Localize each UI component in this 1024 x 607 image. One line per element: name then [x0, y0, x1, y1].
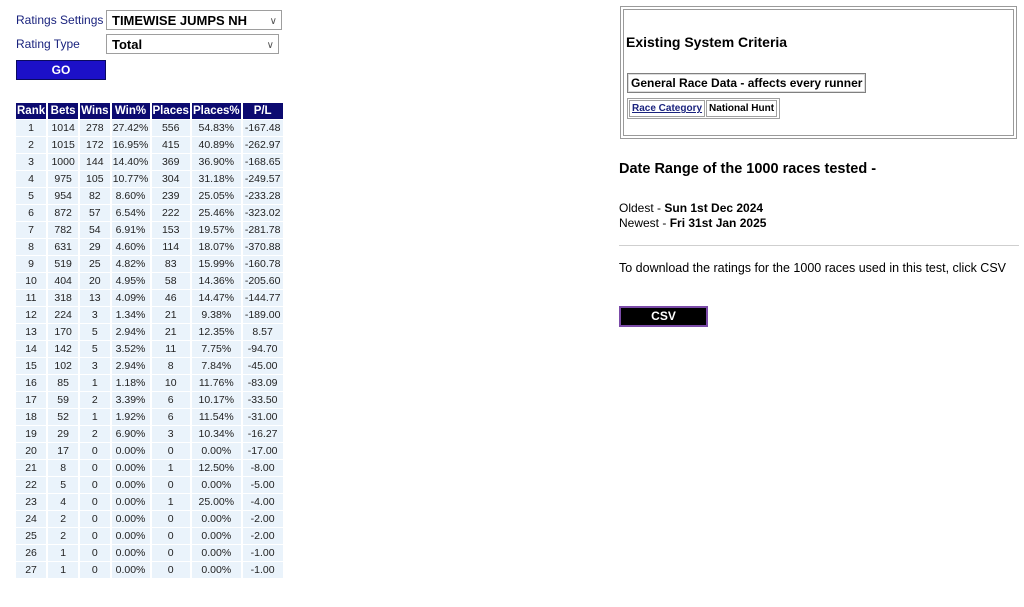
cell-wins: 54 [80, 222, 109, 238]
cell-places-pct: 9.38% [192, 307, 241, 323]
cell-rank: 21 [16, 460, 46, 476]
table-row [16, 188, 283, 204]
cell-bets: 4 [48, 494, 78, 510]
table-row [16, 239, 283, 255]
cell-bets: 52 [48, 409, 78, 425]
cell-bets: 631 [48, 239, 78, 255]
cell-rank: 11 [16, 290, 46, 306]
cell-places: 369 [152, 154, 190, 170]
cell-places: 0 [152, 443, 190, 459]
cell-rank: 15 [16, 358, 46, 374]
cell-places: 153 [152, 222, 190, 238]
cell-wins: 278 [80, 120, 109, 136]
cell-places-pct: 14.47% [192, 290, 241, 306]
cell-places-pct: 0.00% [192, 443, 241, 459]
cell-places: 3 [152, 426, 190, 442]
oldest-line [619, 201, 766, 216]
cell-bets: 85 [48, 375, 78, 391]
newest-line [619, 216, 766, 231]
cell-bets: 2 [48, 528, 78, 544]
cell-wins: 25 [80, 256, 109, 272]
race-category-link[interactable]: Race Category [629, 100, 705, 117]
cell-bets: 142 [48, 341, 78, 357]
download-instructions: To download the ratings for the 1000 races used in this test, click CSV [619, 261, 1007, 275]
cell-places: 114 [152, 239, 190, 255]
cell-win-pct: 14.40% [112, 156, 149, 168]
table-row [16, 409, 283, 425]
cell-places-pct: 31.18% [192, 171, 241, 187]
cell-bets: 1 [48, 545, 78, 561]
cell-wins: 0 [80, 528, 109, 544]
cell-places: 21 [152, 324, 190, 340]
table-row [16, 460, 283, 476]
cell-wins: 0 [80, 443, 109, 459]
cell-rank: 17 [16, 392, 46, 408]
cell-wins: 1 [80, 375, 109, 391]
rating-type-select[interactable] [106, 34, 279, 54]
cell-rank: 5 [16, 188, 46, 204]
cell-places-pct: 12.35% [192, 324, 241, 340]
cell-bets: 519 [48, 256, 78, 272]
ratings-settings-value: TIMEWISE JUMPS NH [112, 13, 248, 28]
cell-bets: 59 [48, 392, 78, 408]
cell-places-pct: 14.36% [192, 273, 241, 289]
cell-wins: 144 [80, 154, 109, 170]
cell-rank: 8 [16, 239, 46, 255]
race-category-value: National Hunt [706, 100, 777, 117]
date-range-lines [619, 201, 766, 231]
header-profit-loss: P/L [243, 103, 283, 119]
cell-bets: 8 [48, 460, 78, 476]
cell-places-pct: 7.75% [192, 341, 241, 357]
cell-profit-loss: -1.00 [243, 545, 283, 561]
cell-profit-loss: -205.60 [243, 273, 283, 289]
cell-profit-loss: -16.27 [243, 426, 283, 442]
cell-places-pct: 54.83% [192, 120, 241, 136]
cell-places-pct: 15.99% [192, 256, 241, 272]
cell-rank: 26 [16, 545, 46, 561]
cell-rank: 9 [16, 256, 46, 272]
header-places: Places [152, 105, 189, 117]
cell-profit-loss: -33.50 [243, 392, 283, 408]
cell-places-pct: 18.07% [192, 239, 241, 255]
results-body [16, 120, 283, 578]
chevron-down-icon: ∨ [266, 40, 274, 51]
cell-wins: 0 [80, 477, 109, 493]
cell-places-pct: 12.50% [192, 460, 241, 476]
cell-profit-loss: -160.78 [243, 256, 283, 272]
cell-bets: 954 [48, 188, 78, 204]
cell-bets: 170 [48, 324, 78, 340]
cell-win-pct: 0.00% [112, 562, 150, 578]
cell-rank: 22 [16, 477, 46, 493]
table-row [16, 494, 283, 510]
cell-rank: 19 [16, 426, 46, 442]
cell-win-pct: 3.39% [112, 392, 150, 408]
cell-profit-loss: -370.88 [243, 239, 283, 255]
cell-places: 0 [152, 545, 190, 561]
cell-places: 58 [152, 273, 190, 289]
cell-win-pct: 2.94% [112, 358, 150, 374]
cell-profit-loss: -233.28 [243, 188, 283, 204]
cell-wins: 2 [80, 392, 109, 408]
cell-win-pct: 4.82% [112, 256, 150, 272]
table-row [16, 222, 283, 238]
cell-wins: 13 [80, 290, 109, 306]
cell-wins: 1 [80, 409, 109, 425]
cell-rank: 1 [16, 120, 46, 136]
table-row [16, 154, 283, 170]
cell-win-pct: 0.00% [112, 443, 150, 459]
cell-places: 8 [152, 358, 190, 374]
cell-wins: 2 [80, 426, 109, 442]
cell-wins: 5 [80, 341, 109, 357]
cell-wins: 0 [80, 460, 109, 476]
table-row [16, 426, 283, 442]
cell-profit-loss: -189.00 [243, 307, 283, 323]
general-race-data-label: General Race Data - affects every runner [627, 73, 866, 93]
cell-win-pct: 3.52% [112, 341, 150, 357]
cell-profit-loss: -1.00 [243, 562, 283, 578]
cell-places: 0 [152, 562, 190, 578]
cell-profit-loss: -144.77 [243, 290, 283, 306]
table-row [16, 205, 283, 221]
table-row [16, 171, 283, 187]
cell-wins: 105 [80, 171, 109, 187]
cell-places-pct: 19.57% [192, 222, 241, 238]
table-row [16, 273, 283, 289]
cell-rank: 16 [16, 375, 46, 391]
results-header-row [16, 103, 283, 119]
cell-profit-loss: -45.00 [243, 358, 283, 374]
cell-win-pct: 27.42% [112, 122, 149, 134]
csv-download-button[interactable]: CSV [619, 306, 708, 327]
cell-places-pct: 40.89% [192, 137, 241, 153]
header-win-pct: Win% [112, 103, 150, 119]
cell-places: 222 [152, 205, 190, 221]
cell-wins: 0 [80, 562, 109, 578]
cell-places-pct: 0.00% [192, 528, 241, 544]
cell-bets: 782 [48, 222, 78, 238]
cell-profit-loss: -2.00 [243, 528, 283, 544]
cell-win-pct: 2.94% [112, 324, 150, 340]
rating-type-value: Total [112, 37, 143, 52]
table-row [16, 511, 283, 527]
table-row [16, 307, 283, 323]
cell-wins: 3 [80, 358, 109, 374]
cell-profit-loss: -8.00 [243, 460, 283, 476]
cell-places: 304 [152, 171, 190, 187]
cell-wins: 0 [80, 494, 109, 510]
cell-win-pct: 6.90% [112, 426, 150, 442]
cell-wins: 3 [80, 307, 109, 323]
cell-bets: 102 [48, 358, 78, 374]
cell-profit-loss: -249.57 [243, 171, 283, 187]
ratings-settings-select[interactable] [106, 10, 282, 30]
table-row [16, 443, 283, 459]
table-row [16, 545, 283, 561]
cell-places: 239 [152, 188, 190, 204]
cell-profit-loss: 8.57 [243, 324, 283, 340]
cell-places-pct: 25.05% [192, 188, 241, 204]
rating-type-row [16, 33, 286, 55]
cell-win-pct: 8.60% [112, 188, 150, 204]
table-row [16, 341, 283, 357]
cell-profit-loss: -4.00 [243, 494, 283, 510]
header-places-pct: Places% [192, 105, 240, 117]
cell-profit-loss: -83.09 [243, 375, 283, 391]
cell-places-pct: 25.46% [192, 205, 241, 221]
table-row [16, 528, 283, 544]
cell-rank: 12 [16, 307, 46, 323]
cell-bets: 5 [48, 477, 78, 493]
header-rank: Rank [17, 105, 46, 117]
cell-rank: 20 [16, 443, 46, 459]
header-bets: Bets [48, 103, 78, 119]
cell-win-pct: 1.92% [112, 409, 150, 425]
cell-places-pct: 36.90% [192, 154, 241, 170]
table-row [16, 137, 283, 153]
cell-bets: 1 [48, 562, 78, 578]
table-row [16, 477, 283, 493]
cell-wins: 29 [80, 239, 109, 255]
cell-profit-loss: -262.97 [243, 137, 283, 153]
cell-rank: 24 [16, 511, 46, 527]
cell-places-pct: 0.00% [192, 477, 241, 493]
cell-places-pct: 0.00% [192, 545, 241, 561]
cell-rank: 13 [16, 324, 46, 340]
cell-rank: 18 [16, 409, 46, 425]
results-table [14, 102, 285, 579]
cell-bets: 404 [48, 273, 78, 289]
cell-bets: 872 [48, 205, 78, 221]
cell-wins: 57 [80, 205, 109, 221]
cell-places: 1 [152, 460, 190, 476]
cell-profit-loss: -323.02 [243, 205, 283, 221]
cell-profit-loss: -2.00 [243, 511, 283, 527]
table-row [16, 562, 283, 578]
cell-rank: 10 [16, 273, 46, 289]
table-row [16, 120, 283, 136]
newest-label: Newest - [619, 216, 670, 230]
cell-places-pct: 11.76% [192, 375, 241, 391]
cell-places-pct: 10.17% [192, 392, 241, 408]
cell-bets: 1000 [48, 154, 78, 170]
cell-rank: 6 [16, 205, 46, 221]
criteria-inner [623, 9, 1014, 136]
cell-win-pct: 0.00% [112, 528, 150, 544]
cell-wins: 82 [80, 188, 109, 204]
table-row [16, 358, 283, 374]
cell-wins: 172 [80, 137, 109, 153]
cell-bets: 318 [48, 290, 78, 306]
cell-win-pct: 0.00% [112, 460, 150, 476]
cell-profit-loss: -5.00 [243, 477, 283, 493]
cell-rank: 2 [16, 137, 46, 153]
cell-places: 1 [152, 494, 190, 510]
cell-win-pct: 1.18% [112, 375, 150, 391]
cell-win-pct: 1.34% [112, 307, 150, 323]
cell-bets: 975 [48, 171, 78, 187]
newest-date: Fri 31st Jan 2025 [669, 216, 767, 230]
rating-type-label: Rating Type [16, 37, 80, 51]
ratings-settings-label: Ratings Settings [16, 13, 104, 27]
cell-profit-loss: -168.65 [243, 154, 283, 170]
cell-places: 556 [152, 120, 190, 136]
cell-win-pct: 16.95% [112, 139, 149, 151]
cell-win-pct: 6.91% [112, 222, 150, 238]
cell-win-pct: 4.09% [112, 290, 150, 306]
cell-places: 21 [152, 307, 190, 323]
cell-win-pct: 4.60% [112, 239, 150, 255]
cell-bets: 1015 [48, 137, 78, 153]
cell-rank: 7 [16, 222, 46, 238]
cell-places-pct: 0.00% [192, 562, 241, 578]
cell-places: 6 [152, 392, 190, 408]
criteria-title: Existing System Criteria [626, 34, 788, 50]
cell-places-pct: 11.54% [192, 409, 241, 425]
header-wins: Wins [81, 105, 109, 117]
cell-wins: 0 [80, 511, 109, 527]
date-range-heading: Date Range of the 1000 races tested - [619, 161, 877, 177]
cell-rank: 14 [16, 341, 46, 357]
criteria-box [620, 6, 1017, 139]
cell-rank: 4 [16, 171, 46, 187]
cell-win-pct: 0.00% [112, 477, 150, 493]
cell-profit-loss: -94.70 [243, 341, 283, 357]
cell-rank: 25 [16, 528, 46, 544]
cell-places: 0 [152, 477, 190, 493]
cell-bets: 2 [48, 511, 78, 527]
settings-panel [16, 9, 286, 579]
cell-win-pct: 6.54% [112, 205, 150, 221]
cell-places: 10 [152, 375, 190, 391]
cell-profit-loss: -17.00 [243, 443, 283, 459]
cell-places-pct: 10.34% [192, 426, 241, 442]
cell-profit-loss: -167.48 [243, 120, 283, 136]
table-row [16, 324, 283, 340]
race-category-row [627, 98, 780, 119]
cell-places-pct: 7.84% [192, 358, 241, 374]
cell-rank: 23 [16, 494, 46, 510]
cell-profit-loss: -31.00 [243, 409, 283, 425]
table-row [16, 392, 283, 408]
oldest-label: Oldest - [619, 201, 665, 215]
table-row [16, 256, 283, 272]
cell-places: 0 [152, 528, 190, 544]
cell-rank: 27 [16, 562, 46, 578]
cell-places-pct: 0.00% [192, 511, 241, 527]
cell-profit-loss: -281.78 [243, 222, 283, 238]
cell-win-pct: 10.77% [112, 173, 149, 185]
divider [619, 245, 1019, 246]
go-button[interactable]: GO [16, 60, 106, 80]
cell-win-pct: 4.95% [112, 273, 150, 289]
chevron-down-icon: ∨ [269, 16, 277, 27]
cell-places: 415 [152, 137, 190, 153]
cell-bets: 1014 [48, 120, 78, 136]
cell-places: 46 [152, 290, 190, 306]
cell-bets: 29 [48, 426, 78, 442]
cell-places-pct: 25.00% [192, 494, 241, 510]
cell-win-pct: 0.00% [112, 494, 150, 510]
cell-bets: 17 [48, 443, 78, 459]
oldest-date: Sun 1st Dec 2024 [664, 201, 764, 215]
cell-places: 0 [152, 511, 190, 527]
cell-win-pct: 0.00% [112, 511, 150, 527]
cell-wins: 5 [80, 324, 109, 340]
cell-places: 11 [152, 341, 190, 357]
table-row [16, 375, 283, 391]
cell-wins: 20 [80, 273, 109, 289]
cell-bets: 224 [48, 307, 78, 323]
table-row [16, 290, 283, 306]
cell-places: 83 [152, 256, 190, 272]
ratings-settings-row [16, 9, 286, 31]
cell-rank: 3 [16, 154, 46, 170]
cell-win-pct: 0.00% [112, 545, 150, 561]
cell-places: 6 [152, 409, 190, 425]
cell-wins: 0 [80, 545, 109, 561]
